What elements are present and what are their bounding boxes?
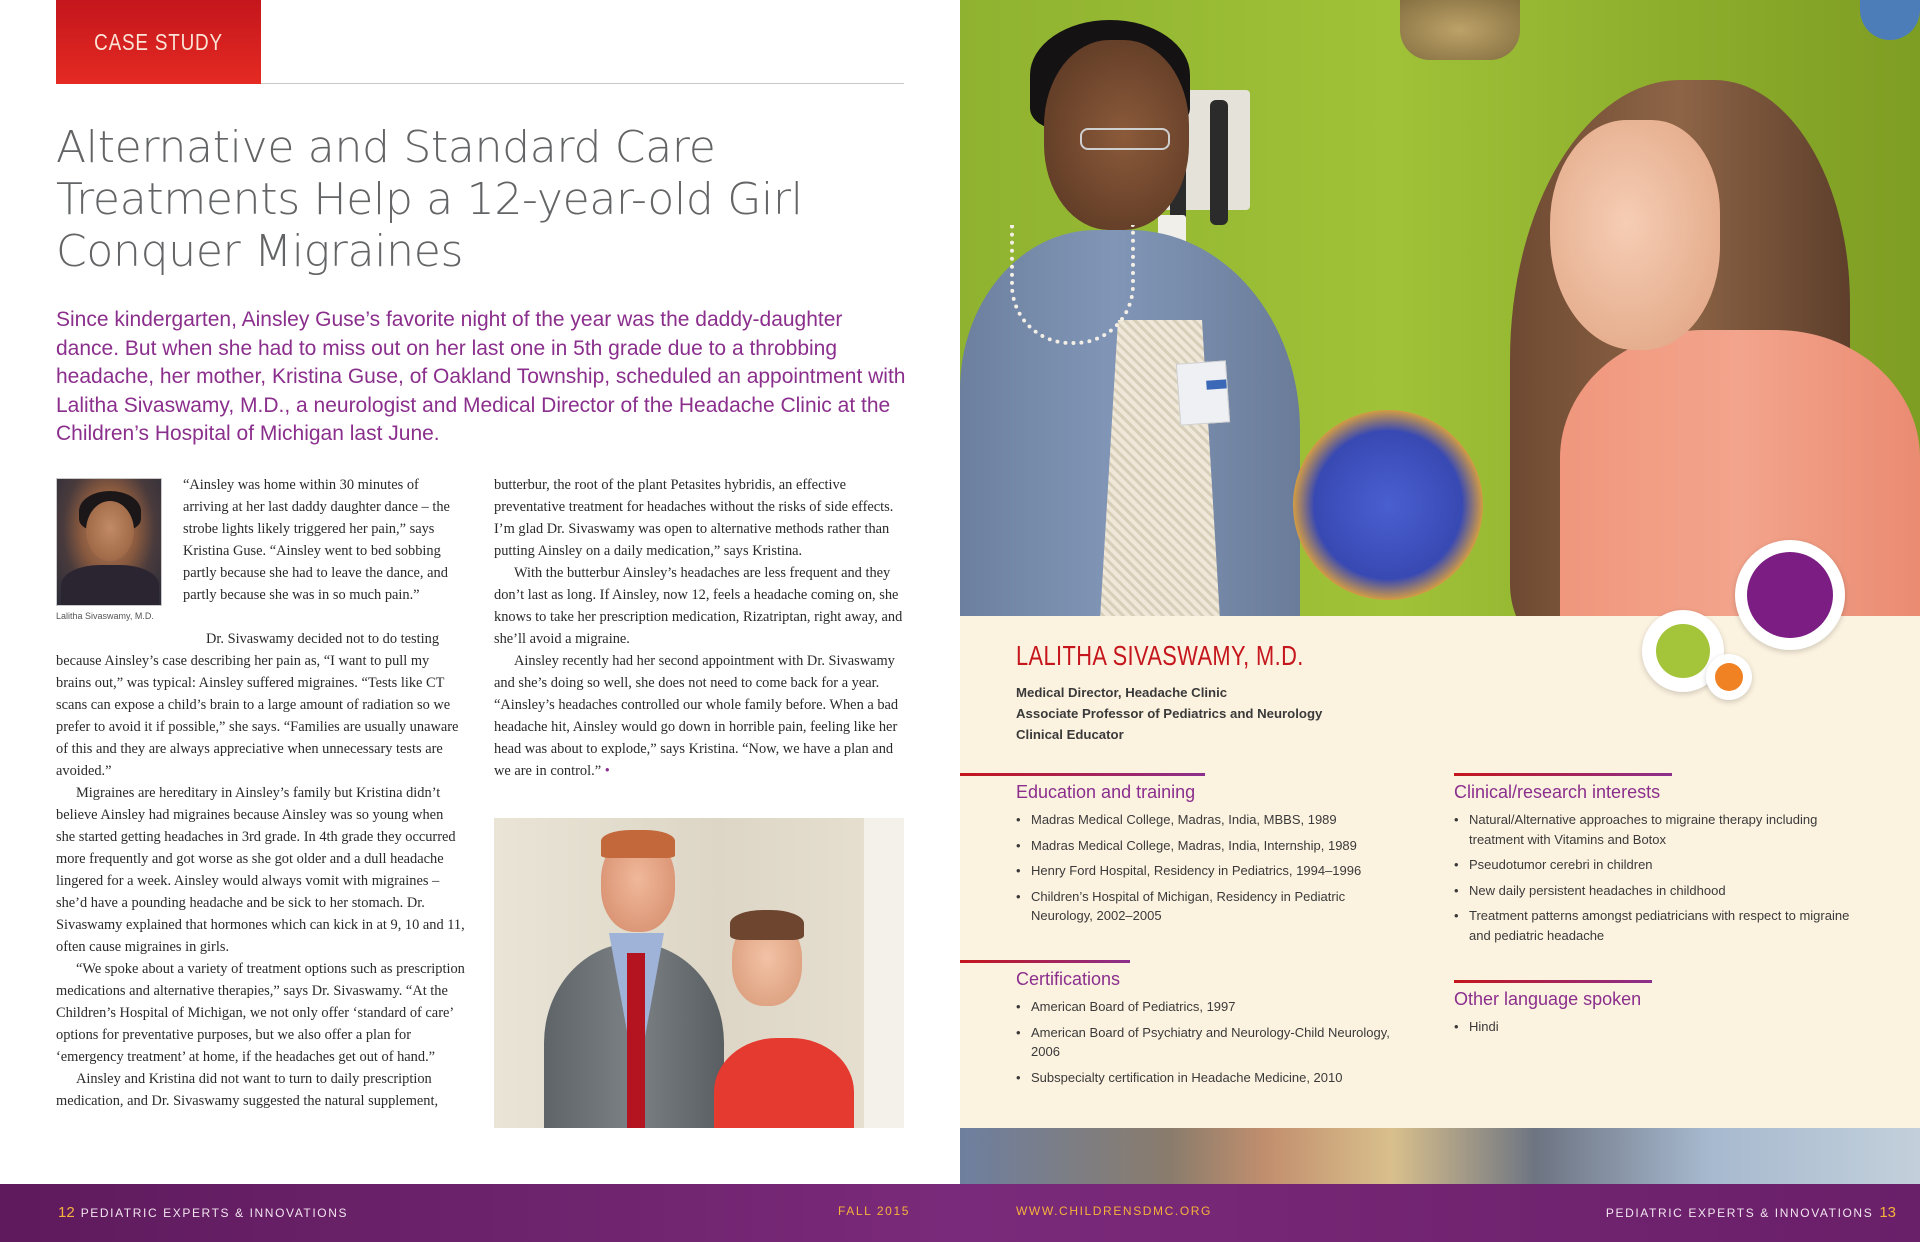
portrait-caption: Lalitha Sivaswamy, M.D. [56,611,154,621]
title-line: Alternative and Standard Care [56,122,716,173]
section-rule [960,960,1130,963]
body-paragraph: With the butterbur Ainsley’s headaches are less frequent and they don’t last as long. If Ainsley, now 12, feels a headache coming on, she knows to take her prescription medication, Rizatriptan, right away, and she’ll avoid a migraine. [494,565,903,647]
section-heading: Clinical/research interests [1454,782,1661,802]
list-item: • Children’s Hospital of Michigan, Residency in Pediatric Neurology, 2002–2005 [1016,887,1396,926]
body-paragraph: Ainsley and Kristina did not want to turn to daily prescription medication, and Dr. Sivaswamy suggested the natural supplement, [56,1071,439,1109]
list-item: • Natural/Alternative approaches to migraine therapy including treatment with Vitamins and Botox [1454,810,1864,849]
title-line: Conquer Migraines [56,226,464,277]
purple-circle-frame [1735,540,1845,650]
section-heading: Education and training [1016,782,1196,802]
section-rule [1454,773,1672,776]
list-item: • Madras Medical College, Madras, India, MBBS, 1989 [1016,810,1396,830]
doctor-roles [1016,682,1322,745]
end-mark: • [604,763,610,779]
body-paragraph: butterbur, the root of the plant Petasites hybridis, an effective preventative treatment for headaches without the risks of side effects. I’m glad Dr. Sivaswamy was open to alternative methods rather than putting Ainsley on a daily medication,” says Kristina. [494,477,894,559]
right-page [960,0,1920,1184]
certifications-section [1016,969,1396,1093]
list-item: • New daily persistent headaches in childhood [1454,881,1864,901]
body-paragraph: “Ainsley was home within 30 minutes of arriving at her last daddy daughter dance – the strobe lights likely triggered her pain,” says Kristina Guse. “Ainsley went to bed sobbing partly because she had to leave the dance, and partly because she was in so much pain.” [183,477,450,603]
family-photo [494,818,904,1128]
list-item: • Subspecialty certification in Headache Medicine, 2010 [1016,1068,1396,1088]
clinical-list [1454,810,1864,945]
section-rule [960,773,1205,776]
clinical-section [1454,782,1864,951]
section-tag [56,0,261,84]
top-rule [261,83,904,84]
body-paragraph: Dr. Sivaswamy decided not to do testing because Ainsley’s case describing her pain as, “I want to pull my brains out,” was typical: Ainsley suffered migraines. “Tests like CT scans can expose a child’s brain to a large amount of radiation so we prefer to avoid it if possible,” she says. “Families are usually unaware of this and they are always appreciative when unnecessary tests are avoided.” [56,631,459,779]
footer-left [58,1204,348,1221]
footer-right [1606,1204,1896,1221]
photo-strip [960,1128,1920,1184]
body-paragraph [494,650,904,782]
lime-circle-fill [1656,624,1710,678]
doctor-name [1016,640,1385,672]
list-item: • American Board of Psychiatry and Neurology-Child Neurology, 2006 [1016,1023,1396,1062]
certifications-list [1016,997,1396,1087]
purple-circle-fill [1747,552,1833,638]
orange-circle-frame [1706,654,1752,700]
title-line: Treatments Help a 12-year-old Girl [56,174,803,225]
footer-bar [0,1184,1920,1242]
role-line: Clinical Educator [1016,727,1124,742]
section-tag-label: CASE STUDY [94,28,223,55]
article-title [56,122,836,278]
page-number: 13 [1879,1204,1896,1221]
opening-quote [183,474,467,606]
issue-label: FALL 2015 [838,1204,911,1218]
body-paragraph: Migraines are hereditary in Ainsley’s family but Kristina didn’t believe Ainsley had migraines because Ainsley was so young when she started getting headaches in 3rd grade. In 4th grade they occurred more frequently and got worse as she got older and a dull headache lingered for a week. Ainsley would always vomit with migraines – she’d have a pounding headache and be sick to her stomach. Dr. Sivaswamy explained that hormones which can kick in at 9, 10 and 11, often cause migraines in girls. [56,785,465,955]
list-item: • Madras Medical College, Madras, India, Internship, 1989 [1016,836,1396,856]
hero-photo [960,0,1920,616]
body-paragraph-text: Ainsley recently had her second appointment with Dr. Sivaswamy and she’s doing so well, she does not need to come back for a year. “Ainsley’s headaches controlled our whole family before. When a bad headache hit, Ainsley would go down in horrible pain, feeling like her head was about to explode,” says Kristina. “Now, we have a plan and we are in control.” [494,653,899,779]
page-number: 12 [58,1204,75,1221]
list-item: • Treatment patterns amongst pediatricians with respect to migraine and pediatric headache [1454,906,1864,945]
list-item: • Hindi [1454,1017,1864,1037]
education-section [1016,782,1396,932]
publication-title: PEDIATRIC EXPERTS & INNOVATIONS [80,1206,349,1220]
article-lede: Since kindergarten, Ainsley Guse’s favorite night of the year was the daddy-daughter dance. But when she had to miss out on her last one in 5th grade due to a throbbing headache, her mother, Kristina Guse, of Oakland Township, scheduled an appointment with Lalitha Sivaswamy, M.D., a neurologist and Medical Director of the Headache Clinic at the Children’s Hospital of Michigan last June. [56,308,906,445]
doctor-name-text: LALITHA SIVASWAMY, M.D. [1016,640,1304,671]
left-page [0,0,960,1184]
body-column-1 [56,628,466,1112]
publication-title: PEDIATRIC EXPERTS & INNOVATIONS [1605,1206,1874,1220]
section-rule [1454,980,1652,983]
section-heading: Other language spoken [1454,989,1642,1009]
body-paragraph: “We spoke about a variety of treatment options such as prescription medications and alternative therapies,” says Dr. Sivaswamy. “At the Children’s Hospital of Michigan, we not only offer ‘standard of care’ options for preventative purposes, but we also offer a plan for ‘emergency treatment’ at home, if the headaches get out of hand.” [56,961,465,1065]
doctor-portrait [56,478,162,606]
role-line: Medical Director, Headache Clinic [1016,685,1228,700]
website-link[interactable]: WWW.CHILDRENSDMC.ORG [1016,1204,1212,1218]
languages-list [1454,1017,1864,1037]
list-item: • American Board of Pediatrics, 1997 [1016,997,1396,1017]
section-heading: Certifications [1016,969,1121,989]
role-line: Associate Professor of Pediatrics and Neurology [1016,706,1323,721]
list-item: • Henry Ford Hospital, Residency in Pediatrics, 1994–1996 [1016,861,1396,881]
languages-section [1454,989,1864,1043]
orange-circle-fill [1715,663,1743,691]
body-column-2 [494,474,904,782]
decorative-circles [1680,534,1920,714]
education-list [1016,810,1396,926]
list-item: • Pseudotumor cerebri in children [1454,855,1864,875]
